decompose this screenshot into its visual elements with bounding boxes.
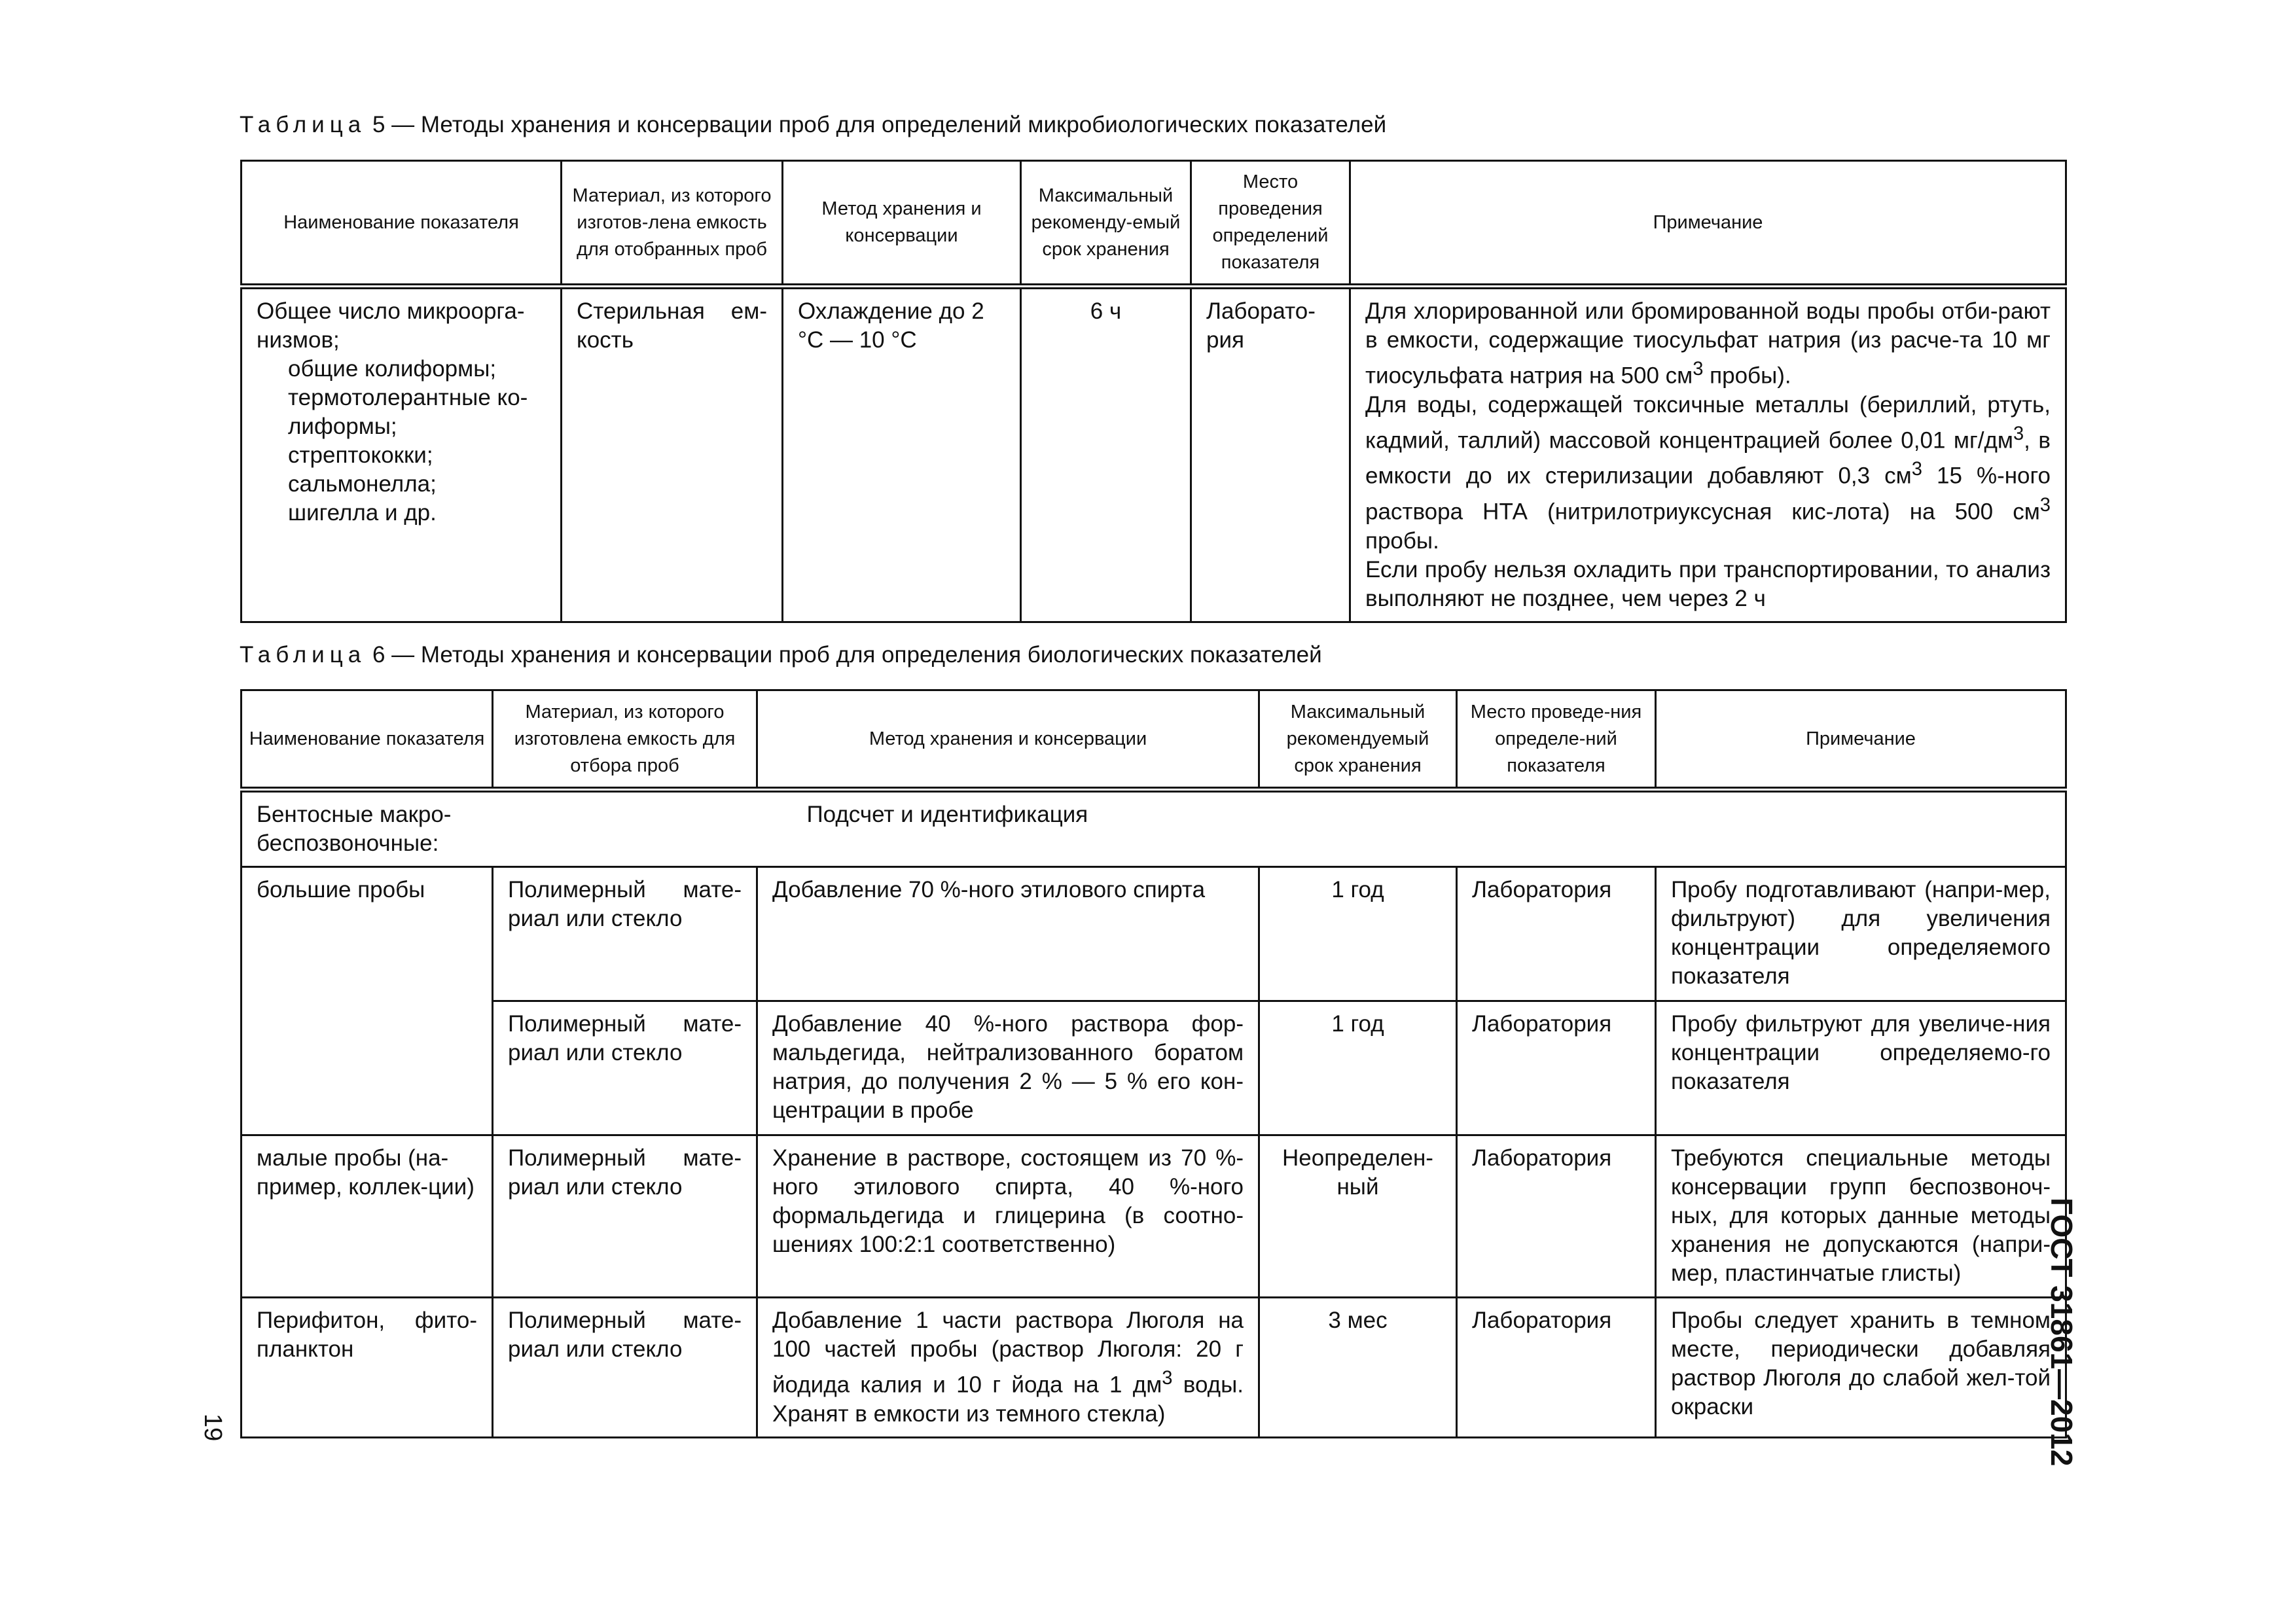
table6-name-text: Перифитон, фито-планктон <box>257 1308 477 1362</box>
table6-note-text: Требуются специальные методы консервации групп беспозвоноч-ных, для которых данные методы хранения не допускаются (напри-мер, пластинчатые глисты) <box>1671 1145 2051 1286</box>
table5-name-sub: термотолерантные ко- <box>288 385 528 410</box>
table5-cell-method <box>783 287 1021 622</box>
table5-term-text: 6 ч <box>1090 298 1122 324</box>
table6-cell-place <box>1457 867 1656 1001</box>
table6-method-a: Добавление 1 части раствора Люголя на 100 частей пробы (раствор Люголя: 20 г йодида калия и 10 г йода на 1 дм <box>772 1308 1244 1398</box>
table6-place-text: Лаборатория <box>1472 1145 1612 1171</box>
table6-place-text: Лаборатория <box>1472 1011 1612 1037</box>
table6-cell-note <box>1656 1001 2066 1135</box>
table5-cell-note <box>1350 287 2066 622</box>
table6-note-text: Пробу фильтруют для увеличе-ния концентрации определяемо-го показателя <box>1671 1011 2051 1094</box>
table5-place-text: Лаборато-рия <box>1206 298 1316 353</box>
table6-row <box>242 1298 2066 1438</box>
table6-cell-material <box>493 1298 757 1438</box>
table6-material-text: Полимерный мате-риал или стекло <box>508 877 742 931</box>
table5-note-p1-end: пробы). <box>1703 363 1791 389</box>
table6-term-text: 1 год <box>1331 877 1384 902</box>
page-number: 19 <box>199 1414 226 1442</box>
table5-note-p2-d: пробы. <box>1365 527 1439 554</box>
table6-group-title-cell <box>493 790 2066 867</box>
table5-header-note: Примечание <box>1350 161 2066 287</box>
table6-place-text: Лаборатория <box>1472 1308 1612 1333</box>
table6-cell-place <box>1457 1298 1656 1438</box>
table6-material-text: Полимерный мате-риал или стекло <box>508 1011 742 1065</box>
table5-note-p1-text: Для хлорированной или бромированной воды пробы отби-рают в емкости, содержащие тиосульфат натрия (из расче-та 10 мг тиосульфата натрия на 500 см <box>1365 298 2051 389</box>
table5-name-sub: стрептококки; <box>288 442 433 468</box>
table6-header-note: Примечание <box>1656 690 2066 790</box>
table6-cell-material <box>493 1135 757 1298</box>
table6-material-text: Полимерный мате-риал или стекло <box>508 1308 742 1362</box>
table5-cell-name <box>242 287 562 622</box>
table5-note-p2-b: , в емкости до их стерилизации добавляют 0,3 см <box>1365 427 2051 489</box>
table6-name-text: малые пробы (на-пример, коллек-ции) <box>257 1145 475 1200</box>
table6-note-text: Пробы следует хранить в темном месте, периодически добавляя раствор Люголя до слабой жел-той окраски <box>1671 1308 2051 1419</box>
table6-cell-name <box>242 1135 493 1298</box>
table5-header-method: Метод хранения и консервации <box>783 161 1021 287</box>
table5-name-sub: шигелла и др. <box>288 500 437 526</box>
table5-note-p2-sup2: 3 <box>1911 459 1922 480</box>
table5-name-sub: сальмонелла; <box>288 471 437 497</box>
table6-method-text: Добавление 40 %-ного раствора фор-мальдегида, нейтрализованного боратом натрия, до получения 2 % — 5 % его кон-центрации в пробе <box>772 1011 1244 1123</box>
table6-cell-term <box>1259 1135 1457 1298</box>
table5-note-p2-c: 15 %-ного раствора НТА (нитрилотриуксусная кис-лота) на 500 см <box>1365 463 2051 525</box>
table6-group-name: Бентосные макро-беспозвоночные: <box>257 802 452 856</box>
table6-group-title: Подсчет и идентификация <box>806 802 1088 827</box>
table6-cell-method <box>757 867 1259 1001</box>
table6-cell-note <box>1656 1135 2066 1298</box>
table6-header-material: Материал, из которого изготовлена емкость для отбора проб <box>493 690 757 790</box>
table6-method-text: Хранение в растворе, состоящем из 70 %-ного этилового спирта, 40 %-ного формальдегида и глицерина (в соотно-шениях 100:2:1 соответственно) <box>772 1145 1244 1257</box>
table6-group-row <box>242 790 2066 867</box>
table5-header-name: Наименование показателя <box>242 161 562 287</box>
table6-name-text: большие пробы <box>257 877 425 902</box>
table5-note-p2-sup3: 3 <box>2039 494 2051 516</box>
table5-caption-prefix: Таблица <box>240 112 367 137</box>
table5-caption <box>240 111 1386 139</box>
document-standard-title: ГОСТ 31861—2012 <box>2045 1198 2079 1467</box>
table5-note-p1-sup: 3 <box>1693 359 1704 380</box>
table5-header-material: Материал, из которого изготов-лена емкость для отобранных проб <box>562 161 783 287</box>
table5-note-p2-sup1: 3 <box>2013 423 2024 444</box>
table5-cell-place <box>1191 287 1350 622</box>
table6-cell-method <box>757 1001 1259 1135</box>
table6-term-text: 1 год <box>1331 1011 1384 1037</box>
table6-method-text <box>758 1298 1258 1436</box>
table6-method-b: воды. Хранят в емкости из темного стекла) <box>772 1372 1244 1427</box>
table6-row <box>242 1135 2066 1298</box>
table6-place-text: Лаборатория <box>1472 877 1612 902</box>
table6-cell-place <box>1457 1001 1656 1135</box>
table5-header-place: Место проведения определений показателя <box>1191 161 1350 287</box>
table6-term-text: 3 мес <box>1328 1308 1388 1333</box>
table6-cell-place <box>1457 1135 1656 1298</box>
table5-note-p3: Если пробу нельзя охладить при транспортировании, то анализ выполняют не позднее, чем через 2 ч <box>1365 556 2051 611</box>
table5 <box>240 160 2067 623</box>
table6-header-row <box>242 690 2066 790</box>
table5-header-term: Максимальный рекоменду-емый срок хранения <box>1021 161 1191 287</box>
table6-cell-method <box>757 1135 1259 1298</box>
table6-caption-prefix: Таблица <box>240 642 367 668</box>
table6-cell-material <box>493 867 757 1001</box>
table5-name-line: низмов; <box>257 327 340 353</box>
table6-cell-term <box>1259 1001 1457 1135</box>
table5-material-text: Стерильная ем-кость <box>577 298 767 353</box>
table6-caption-text: 6 — Методы хранения и консервации проб для определения биологических показателей <box>366 642 1322 668</box>
table6-cell-name <box>242 867 493 1135</box>
table6-method-sup: 3 <box>1162 1368 1173 1389</box>
table6-header-name: Наименование показателя <box>242 690 493 790</box>
table6-cell-term <box>1259 1298 1457 1438</box>
table6-header-place: Место проведе-ния определе-ний показателя <box>1457 690 1656 790</box>
table6-note-text: Пробу подготавливают (напри-мер, фильтруют) для увеличения концентрации определяемого показателя <box>1671 877 2051 989</box>
table6-cell-note <box>1656 867 2066 1001</box>
table6-material-text: Полимерный мате-риал или стекло <box>508 1145 742 1200</box>
table6-term-text: Неопределен-ный <box>1282 1145 1433 1200</box>
table6-method-text: Добавление 70 %-ного этилового спирта <box>772 877 1206 902</box>
table6-cell-method <box>757 1298 1259 1438</box>
table6 <box>240 689 2067 1438</box>
table5-name-sub: общие колиформы; <box>288 356 497 382</box>
table5-note-p2 <box>1365 391 2051 556</box>
table5-note <box>1351 289 2065 621</box>
table5-name-line: Общее число микроорга- <box>257 298 525 324</box>
table6-cell-note <box>1656 1298 2066 1438</box>
table6-group-name-cell <box>242 790 493 867</box>
table6-header-method: Метод хранения и консервации <box>757 690 1259 790</box>
table6-cell-term <box>1259 867 1457 1001</box>
table6-cell-name <box>242 1298 493 1438</box>
table5-caption-text: 5 — Методы хранения и консервации проб для определений микробиологических показателей <box>366 112 1387 137</box>
table5-header-row <box>242 161 2066 287</box>
table6-row <box>242 867 2066 1001</box>
table5-row <box>242 287 2066 622</box>
table5-note-p1 <box>1365 297 2051 391</box>
table6-row <box>242 1001 2066 1135</box>
table5-cell-material <box>562 287 783 622</box>
table5-cell-term <box>1021 287 1191 622</box>
table5-name-sub: лиформы; <box>288 414 397 439</box>
table6-header-term: Максимальный рекомендуемый срок хранения <box>1259 690 1457 790</box>
table6-caption <box>240 641 1322 669</box>
table5-note-p2-a: Для воды, содержащей токсичные металлы (бериллий, ртуть, кадмий, таллий) массовой концентрацией более 0,01 мг/дм <box>1365 391 2051 454</box>
table5-method-text: Охлаждение до 2 °C — 10 °C <box>798 298 984 353</box>
table6-cell-material <box>493 1001 757 1135</box>
